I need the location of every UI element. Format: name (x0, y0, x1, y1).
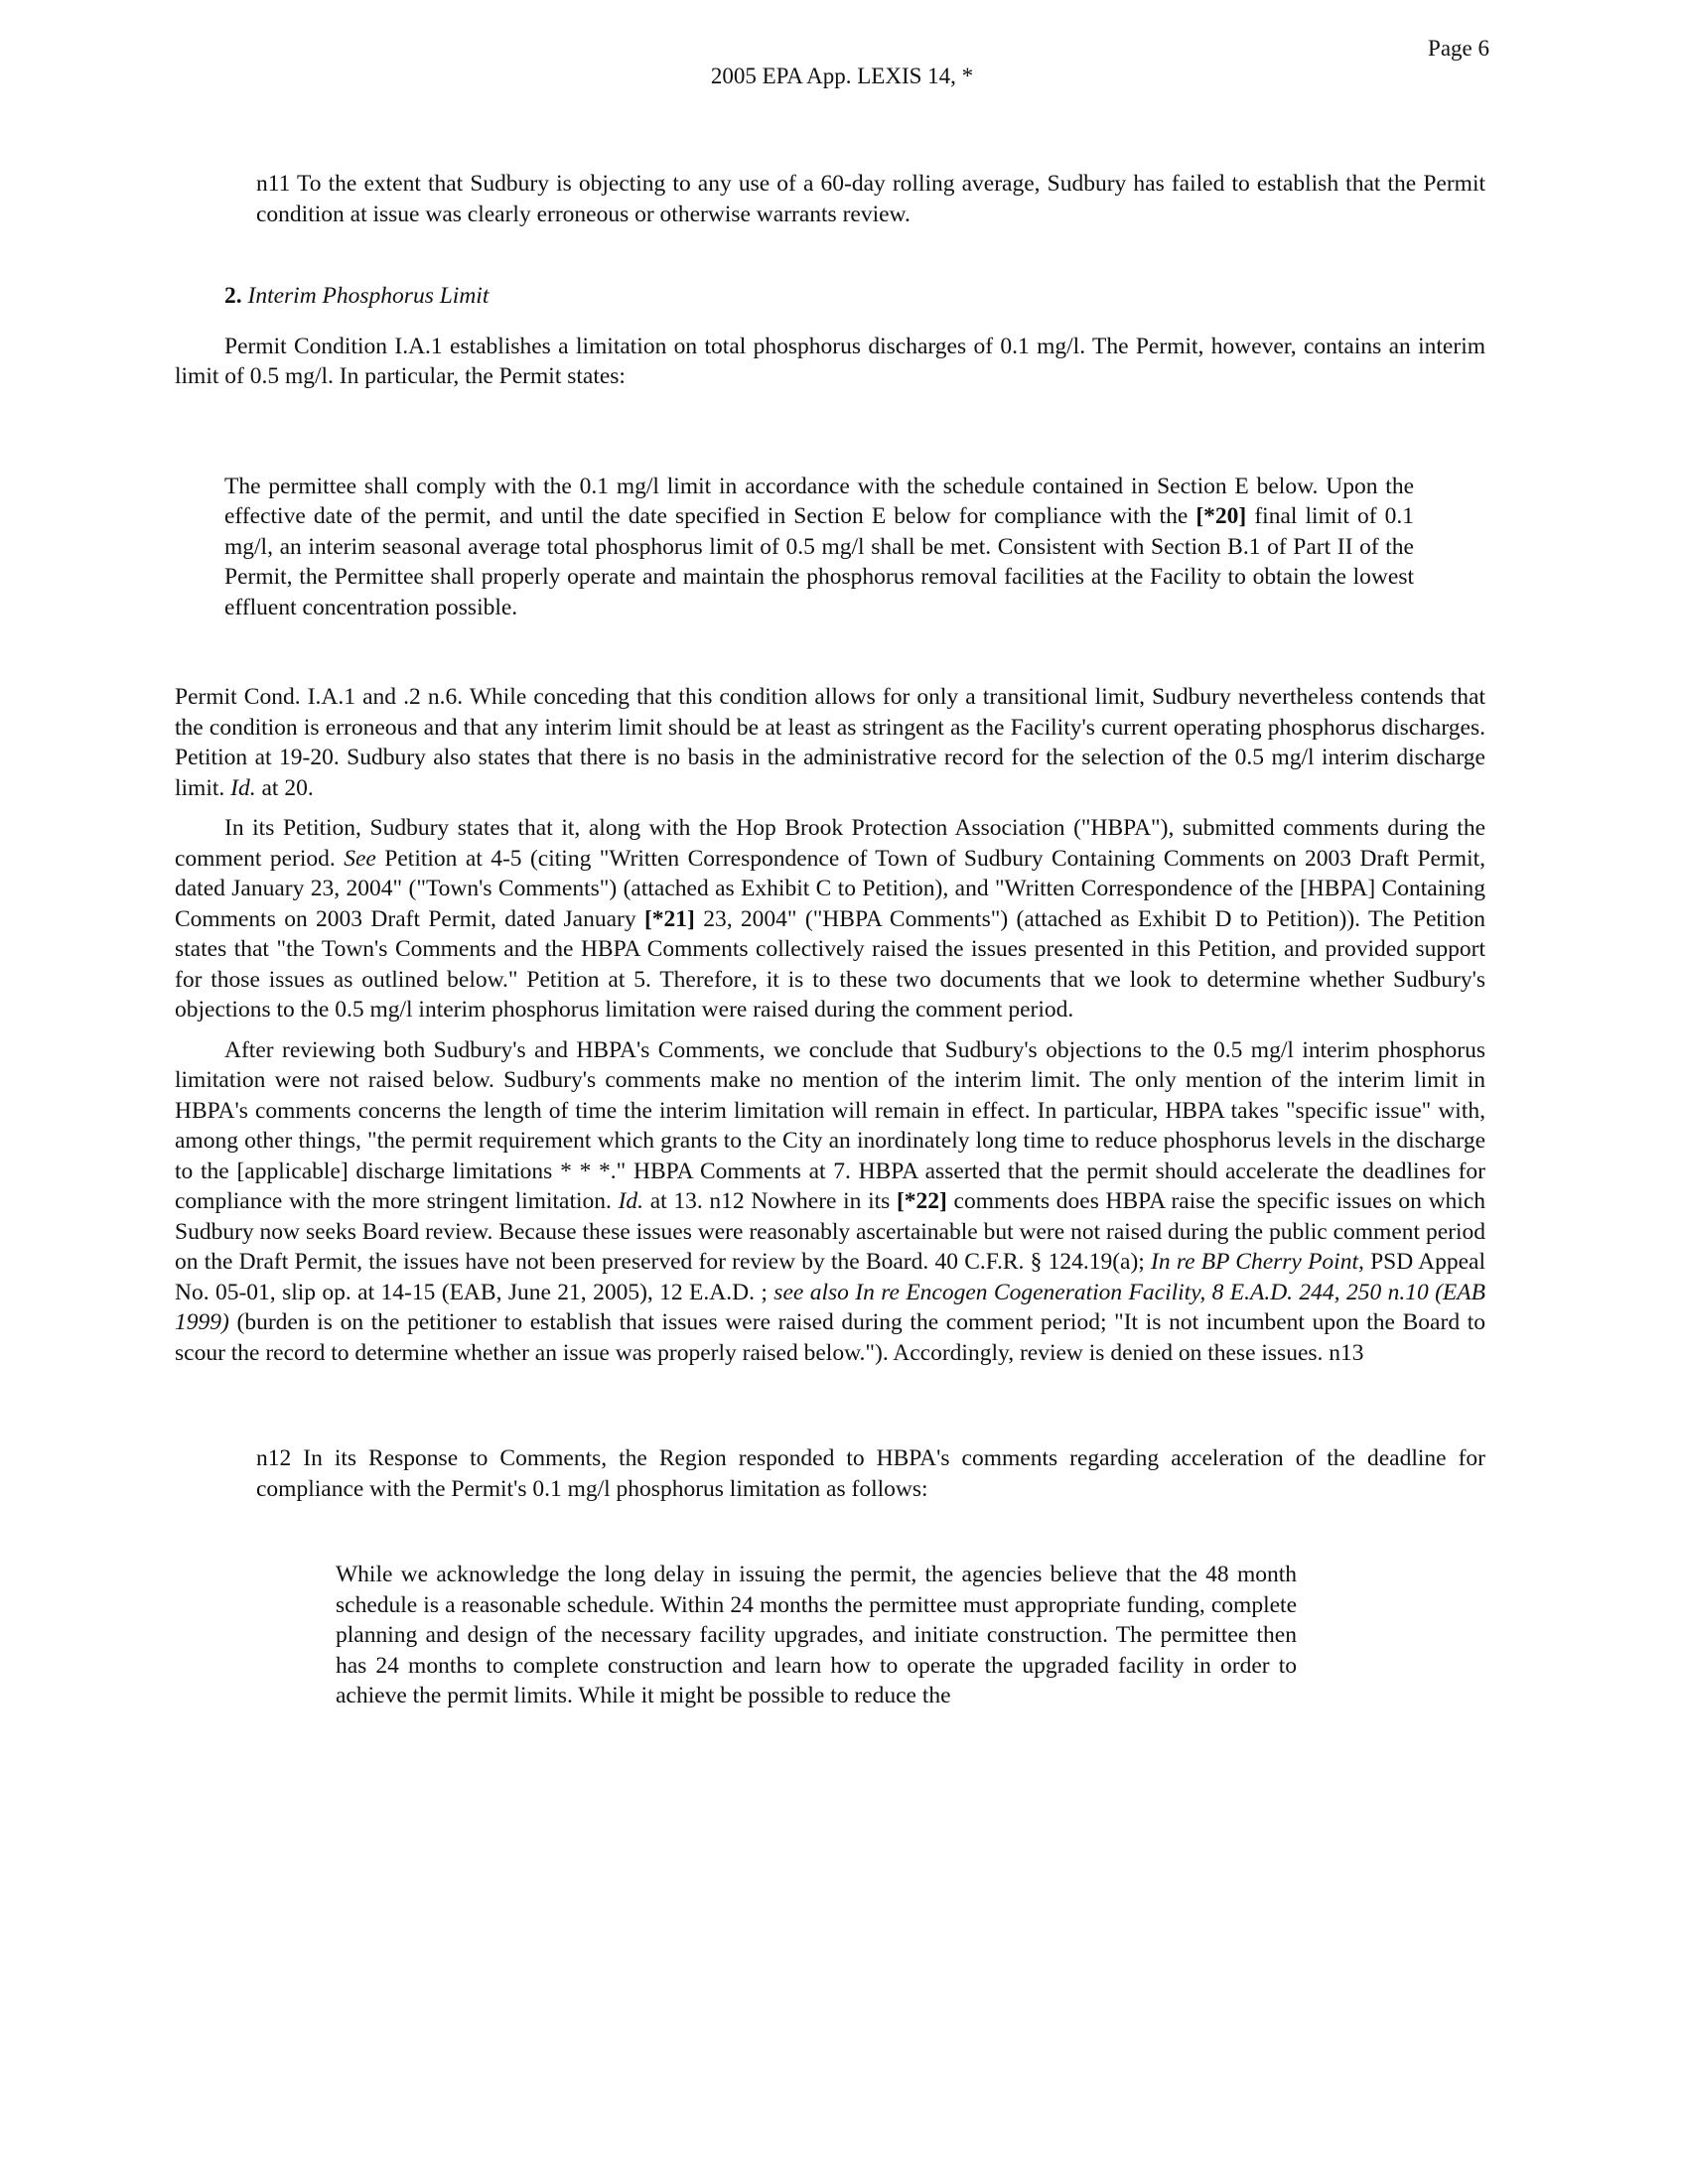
quote1-before: The permittee shall comply with the 0.1 mg/l limit in accordance with the schedule contained in Section E below. Upon the effective date of the permit, and until the date specified in Section E below for compliance with the (224, 473, 1414, 529)
para2-text: Permit Cond. I.A.1 and .2 n.6. While conceding that this condition allows for only a transitional limit, Sudbury nevertheless contends that the condition is erroneous and that any interim limit should be at least as stringent as the Facility's current operating phosphorus discharges. Petition at 19-20. Sudbury also states that there is no basis in the administrative record for the selection of the 0.5 mg/l interim discharge limit. (175, 684, 1485, 801)
para3-a: In its Petition, Sudbury states that it, along with the Hop Brook Protection Association ("HBPA"), submitted comments during the comment period. (175, 815, 1485, 872)
paragraph-2 (175, 682, 1485, 803)
section-number: 2. (224, 283, 242, 309)
para2-id-cite: Id. (230, 774, 256, 801)
quote1-after: final limit of 0.1 mg/l, an interim seasonal average total phosphorus limit of 0.5 mg/l shall be met. Consistent with Section B.1 of Part II of the Permit, the Permittee shall properly operate and maintain the phosphorus removal facilities at the Facility to obtain the lowest effluent concentration possible. (224, 503, 1415, 620)
para4-b: at 13. n12 Nowhere in its (649, 1188, 891, 1214)
case-encogen: see also In re Encogen Cogeneration Facility, 8 E.A.D. 244, 250 n.10 (EAB 1999) (175, 1279, 1485, 1335)
star-page-20: [*20] (1195, 503, 1247, 529)
page-number: Page 6 (1428, 36, 1489, 61)
paragraph-1: Permit Condition I.A.1 establishes a limitation on total phosphorus discharges of 0.1 mg/l. The Permit, however, contains an interim limit of 0.5 mg/l. In particular, the Permit states: (175, 333, 1485, 389)
paragraph-4 (175, 1035, 1485, 1369)
para4-a: After reviewing both Sudbury's and HBPA's Comments, we conclude that Sudbury's objections to the 0.5 mg/l interim phosphorus limitation were not raised below. Sudbury's comments make no mention of the interim limit. The only mention of the interim limit in HBPA's comments concerns the length of time the interim limitation will remain in effect. In particular, HBPA takes "specific issue" with, among other things, "the permit requirement which grants to the City an inordinately long time to reduce phosphorus levels in the discharge to the [applicable] discharge limitations * * *." HBPA Comments at 7. HBPA asserted that the permit should accelerate the deadlines for compliance with the more stringent limitation. (175, 1036, 1485, 1214)
para3-c: 23, 2004" ("HBPA Comments") (attached as Exhibit D to Petition)). The Petition states that "the Town's Comments and the HBPA Comments collectively raised the issues presented in this Petition, and provided support for those issues as outlined below." Petition at 5. Therefore, it is to these two documents that we look to determine whether Sudbury's objections to the 0.5 mg/l interim phosphorus limitation were raised during the comment period. (175, 905, 1485, 1023)
para3-see: See (344, 845, 376, 872)
para4-d: PSD Appeal No. 05-01, slip op. at 14-15 (EAB, June 21, 2005), 12 E.A.D. ; (175, 1249, 1486, 1305)
running-header-citation: 2005 EPA App. LEXIS 14, * (710, 64, 974, 88)
para4-c: comments does HBPA raise the specific issues on which Sudbury now seeks Board review. Because these issues were reasonably ascertainable but were not raised during the public comment period on the Draft Permit, the issues have not been preserved for review by the Board. 40 C.F.R. § 124.19(a); (175, 1188, 1486, 1275)
footnote-n12: n12 In its Response to Comments, the Region responded to HBPA's comments regarding acceleration of the deadline for compliance with the Permit's 0.1 mg/l phosphorus limitation as follows: (256, 1445, 1485, 1502)
case-bp-cherry-point: In re BP Cherry Point, (1151, 1249, 1364, 1275)
para2-end: at 20. (261, 774, 314, 801)
footnote-n11: n11 To the extent that Sudbury is objecting to any use of a 60-day rolling average, Sudbury has failed to establish that the Permit condition at issue was clearly erroneous or otherwise warrants review. (256, 171, 1485, 227)
star-page-22: [*22] (896, 1188, 947, 1214)
block-quote-permit (175, 472, 1485, 623)
section-title: Interim Phosphorus Limit (247, 283, 490, 309)
block-quote-response: While we acknowledge the long delay in issuing the permit, the agencies believe that the 48 month schedule is a reasonable schedule. Within 24 months the permittee must appropriate funding, complete planning and design of the necessary facility upgrades, and initiate construction. The permittee then has 24 months to complete construction and learn how to operate the upgraded facility in order to achieve the permit limits. While it might be possible to reduce the (336, 1562, 1297, 1708)
star-page-21: [*21] (643, 905, 695, 932)
section-heading (175, 281, 1485, 312)
paragraph-3 (175, 813, 1485, 1025)
para3-b: Petition at 4-5 (citing "Written Correspondence of Town of Sudbury Containing Comments on 2003 Draft Permit, dated January 23, 2004" ("Town's Comments") (attached as Exhibit C to Petition), and "Written Correspondence of the [HBPA] Containing Comments on 2003 Draft Permit, dated January (175, 845, 1486, 932)
para4-e: (burden is on the petitioner to establish that issues were raised during the comment period; "It is not incumbent upon the Board to scour the record to determine whether an issue was properly raised below."). Accordingly, review is denied on these issues. n13 (175, 1309, 1485, 1366)
document-body (175, 169, 1485, 1711)
para4-id-cite: Id. (618, 1188, 644, 1214)
